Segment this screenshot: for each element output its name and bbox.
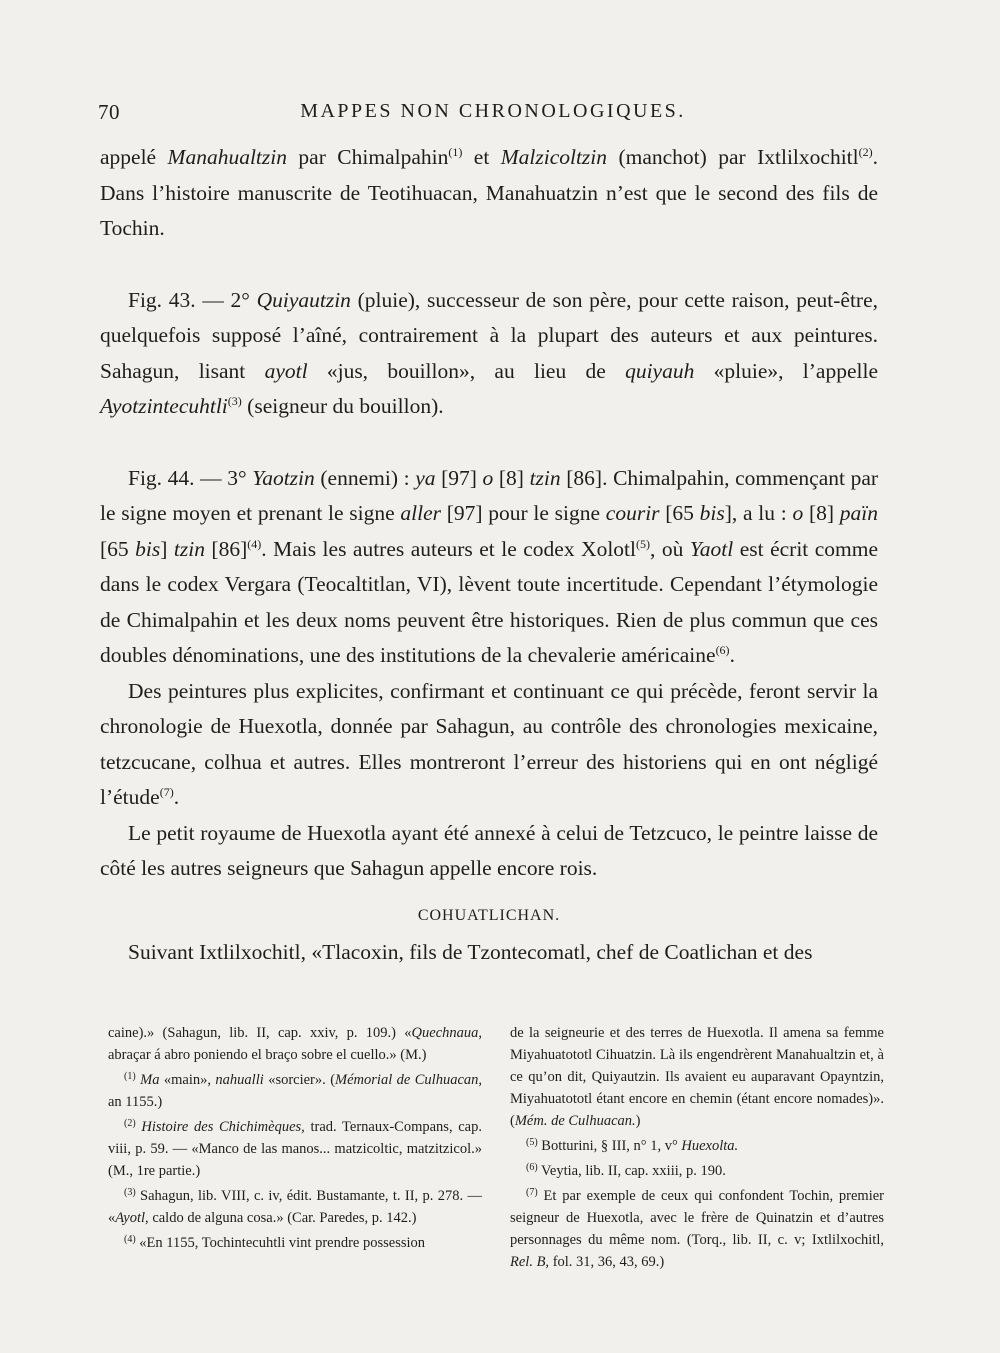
- text-run: Fig. 43. — 2°: [128, 287, 257, 312]
- footnote-number: (1): [124, 1071, 136, 1082]
- italic-term: quiyauh: [625, 358, 695, 383]
- text-run: Fig. 44. — 3°: [128, 465, 253, 490]
- footnote-5: [510, 1132, 884, 1157]
- italic-term: bis: [699, 501, 725, 525]
- text-run: ], a lu :: [724, 501, 793, 525]
- note-text: , abraçar á abro poniendo el braço sobre el cuello.» (M.): [108, 1025, 482, 1063]
- paragraph-fig-43: [100, 283, 878, 425]
- italic-term: Quiyautzin: [256, 287, 351, 312]
- text-run: «jus, bouillon», au lieu de: [307, 358, 626, 383]
- spacer: [100, 425, 878, 461]
- italic-term: Manahualtzin: [167, 145, 287, 169]
- italic-term: ayotl: [264, 358, 308, 383]
- footnote-ref: (3): [227, 394, 242, 408]
- text-run: (ennemi) :: [314, 465, 416, 490]
- paragraph-1: [100, 140, 878, 247]
- italic-term: Histoire des Chichimèques,: [141, 1119, 305, 1135]
- footnote-ref: (4): [247, 536, 262, 551]
- note-text: ): [635, 1113, 641, 1129]
- italic-term: païn: [839, 501, 878, 525]
- section-title: COHUATLICHAN.: [417, 906, 561, 924]
- text-run: [65: [659, 501, 700, 525]
- italic-term: Mém. de Culhuacan.: [514, 1113, 636, 1129]
- footnote-number: (5): [526, 1137, 538, 1148]
- italic-term: Malzicoltzin: [500, 145, 608, 169]
- italic-term: nahualli: [215, 1072, 264, 1088]
- note-text: trad. Ternaux-Compans, cap. viii, p. 59. — «Manco de las manos... matzicoltic, matzitzicol.» (M., 1re partie.): [108, 1119, 482, 1179]
- paragraph-chronologie: [100, 674, 878, 816]
- italic-term: tzin: [529, 465, 561, 490]
- footnote-continuation: [108, 1022, 482, 1066]
- footnote-ref: (7): [159, 785, 174, 799]
- note-text: Veytia, lib. II, cap. xxiii, p. 190.: [541, 1163, 726, 1179]
- footnote-2: [108, 1113, 482, 1182]
- page-number: 70: [98, 100, 120, 124]
- note-text: caldo de alguna cosa.» (Car. Paredes, p. 142.): [148, 1210, 417, 1226]
- text-run: appelé: [100, 145, 168, 169]
- note-text: Et par exemple de ceux qui confondent Tochin, premier seigneur de Huexotla, avec le frère de Quinatzin et d’autres personnages du même nom. (Torq., lib. II, c. v; Ixtlilxochitl,: [510, 1188, 885, 1248]
- text-run: [65: [100, 536, 136, 561]
- italic-term: Yaotl: [689, 536, 734, 561]
- italic-term: bis: [135, 536, 161, 561]
- footnote-4-continuation: [510, 1022, 884, 1132]
- footnotes-left-column: [108, 1022, 482, 1254]
- text-run: [8]: [803, 501, 840, 525]
- paragraph-fig-44: [100, 461, 878, 674]
- note-text: an 1155.): [108, 1094, 163, 1110]
- note-text: «sorcier». (: [263, 1072, 336, 1088]
- italic-term: aller: [400, 501, 442, 525]
- footnote-ref: (5): [636, 536, 650, 551]
- running-title: MAPPES NON CHRONOLOGIQUES.: [300, 100, 686, 122]
- footnote-ref: (1): [448, 145, 463, 159]
- text-run: [97]: [435, 465, 483, 490]
- text-run: (manchot) par Ixtlilxochitl: [607, 145, 859, 169]
- footnote-ref: (2): [858, 145, 873, 159]
- italic-term: tzin: [173, 536, 205, 561]
- footnote-ref: (6): [715, 643, 730, 657]
- italic-term: Ma: [140, 1072, 160, 1088]
- footnote-number: (3): [124, 1187, 136, 1198]
- text-run: (seigneur du bouillon).: [241, 394, 444, 418]
- footnote-number: (4): [124, 1234, 136, 1245]
- text-run: .: [173, 785, 180, 809]
- text-run: [97] pour le signe: [441, 501, 606, 525]
- note-text: «main»,: [159, 1072, 216, 1088]
- page-header: [98, 100, 888, 134]
- footnote-4: [108, 1229, 482, 1254]
- footnote-number: (7): [526, 1187, 538, 1198]
- italic-term: Yaotzin: [252, 465, 315, 490]
- footnote-7: [510, 1182, 884, 1273]
- footnote-number: (6): [526, 1162, 538, 1173]
- text-run: . Dans l’histoire manuscrite de Teotihuacan, Manahuatzin n’est que le second des fils de Tochin.: [100, 145, 878, 240]
- text-run: (pluie), successeur de son père, pour cette raison, peut-être, quelquefois supposé l’aîné, contrairement à la plupart des auteurs et aux peintures. Sahagun, lisant: [100, 287, 878, 383]
- footnote-1: [108, 1066, 482, 1113]
- text-run: Des peintures plus explicites, confirmant et continuant ce qui précède, feront servir la chronologie de Huexotla, donnée par Sahagun, au contrôle des chronologies mexicaine, tetzcucane, colhua et autres. Elles montreront l’erreur des historiens qui en ont négligé l’étude: [100, 678, 878, 809]
- italic-term: Mémorial de Culhuacan,: [335, 1072, 483, 1088]
- italic-term: Ayotl,: [115, 1210, 149, 1226]
- note-text: de la seigneurie et des terres de Huexotla. Il amena sa femme Miyahuatototl Cihuatzin. Là ils engendrèrent Manahualtzin et, à ce qu’on dit, Quiyautzin. Ils avaient eu auparavant Opayntzin, Miyahuatototl étant encore en chemin (étant encore nomades)». (: [510, 1025, 884, 1129]
- text-run: est écrit comme dans le codex Vergara (Teocaltitlan, VI), lèvent toute incertitude. Cependant l’étymologie de Chimalpahin et les deux noms peuvent être historiques. Rien de plus commun que ces doubles dénominations, une des institutions de la chevalerie américaine: [100, 536, 879, 667]
- note-text: Sahagun, lib. VIII, c. iv, édit. Bustamante, t. II, p. 278. — «: [108, 1188, 483, 1226]
- text-run: . Mais les autres auteurs et le codex Xolotl: [261, 536, 636, 561]
- italic-term: Huexolta.: [681, 1138, 739, 1154]
- italic-term: Quechnaua: [411, 1025, 479, 1041]
- italic-term: o: [482, 465, 494, 490]
- note-text: caine).» (Sahagun, lib. II, cap. xxiv, p. 109.) «: [108, 1025, 412, 1041]
- italic-term: ya: [415, 465, 436, 490]
- text-run: par Chimalpahin: [286, 145, 449, 169]
- main-text: [100, 140, 878, 970]
- text-run: [8]: [493, 465, 530, 490]
- paragraph-huexotla: Le petit royaume de Huexotla ayant été annexé à celui de Tetzcuco, le peintre laisse de côté les autres seigneurs que Sahagun appelle encore rois.: [100, 820, 878, 880]
- italic-term: Ayotzintecuhtli: [100, 394, 228, 418]
- italic-term: Rel. B,: [510, 1254, 550, 1270]
- text-run: et: [462, 145, 501, 169]
- text-run: ]: [160, 536, 174, 561]
- spacer: [100, 247, 878, 283]
- text-run: .: [729, 643, 735, 667]
- footnote-6: [510, 1157, 884, 1182]
- italic-term: o: [792, 501, 804, 525]
- note-text: Botturini, § III, n° 1, v°: [541, 1138, 682, 1154]
- text-run: «pluie», l’appelle: [694, 358, 878, 383]
- note-text: fol. 31, 36, 43, 69.): [549, 1254, 665, 1270]
- note-text: «En 1155, Tochintecuhtli vint prendre possession: [139, 1235, 426, 1251]
- text-run: , où: [650, 536, 690, 561]
- text-run: [86]: [204, 536, 248, 561]
- italic-term: courir: [605, 501, 660, 525]
- footnote-3: [108, 1182, 482, 1229]
- footnote-number: (2): [124, 1118, 136, 1129]
- footnotes-right-column: [510, 1022, 884, 1273]
- text-run: [86]. Chimalpahin, commençant par le signe moyen et prenant le signe: [100, 465, 879, 525]
- paragraph-intro: Suivant Ixtlilxochitl, «Tlacoxin, fils de Tzontecomatl, chef de Coatlichan et des: [128, 939, 813, 964]
